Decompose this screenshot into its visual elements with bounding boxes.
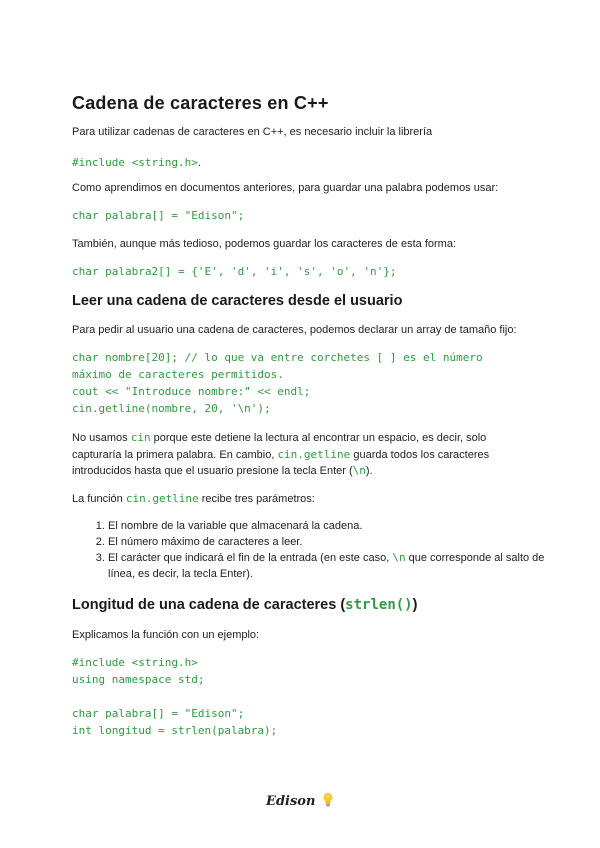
code-cin-getline-2: cin.getline <box>125 492 199 505</box>
list-item-3-code: \n <box>392 551 406 564</box>
learned-paragraph: Como aprendimos en documentos anteriores, para guardar una palabra podemos usar: <box>72 182 499 194</box>
page-title: Cadena de caracteres en C++ <box>72 93 329 113</box>
heading-length-end: ) <box>412 597 418 613</box>
params-list <box>72 519 548 582</box>
code-block-length: #include <string.h> using namespace std; char palabra[] = "Edison"; int longitud = strlen(palabra); <box>72 656 278 737</box>
length-paragraph: Explicamos la función con un ejemplo: <box>72 629 260 641</box>
code-block-chars: char palabra2[] = {'E', 'd', 'i', 's', 'o', 'n'}; <box>72 265 397 278</box>
explain-text-4: ). <box>365 465 373 477</box>
list-item: 1. El nombre de la variable que almacenará la cadena. <box>108 519 548 535</box>
explain-paragraph <box>72 430 522 480</box>
code-block-word: char palabra[] = "Edison"; <box>72 209 245 222</box>
explain-text-3: guarda todos los caracteres introducidos hasta que el usuario presione la tecla Enter ( <box>72 448 490 477</box>
code-block-read: char nombre[20]; // lo que va entre corchetes [ ] es el número máximo de caracteres permitidos. cout << "Introduce nombre:" << endl; cin.getline(nombre, 20, '\n'); <box>72 351 483 415</box>
code-cin: cin <box>130 431 151 444</box>
explain-text-1: No usamos <box>72 432 131 444</box>
heading-length-code: strlen() <box>345 597 413 613</box>
section-heading-read: Leer una cadena de caracteres desde el usuario <box>72 293 403 309</box>
include-period: . <box>197 157 201 169</box>
lightbulb-icon <box>322 792 334 811</box>
list-item-3-text-b: que corresponde al salto de línea, es decir, la tecla Enter). <box>108 552 545 580</box>
also-paragraph: También, aunque más tedioso, podemos guardar los caracteres de esta forma: <box>72 238 456 250</box>
params-paragraph <box>72 491 315 508</box>
intro-paragraph: Para utilizar cadenas de caracteres en C++, es necesario incluir la librería <box>72 126 433 138</box>
code-newline: \n <box>352 464 366 477</box>
list-item <box>108 550 548 582</box>
footer-brand: Edison <box>266 794 316 809</box>
explain-text-2: porque este detiene la lectura al encontrar un espacio, es decir, solo capturaría la primera palabra. En cambio, <box>72 432 487 461</box>
list-item-3-text-a: El carácter que indicará el fin de la entrada (en este caso, <box>108 552 393 564</box>
section-heading-length <box>72 597 417 613</box>
include-code: #include <string.h> <box>72 156 198 169</box>
list-item: 2. El número máximo de caracteres a leer. <box>108 535 548 551</box>
params-text-2: recibe tres parámetros: <box>198 493 315 505</box>
read-paragraph: Para pedir al usuario una cadena de caracteres, podemos declarar un array de tamaño fijo: <box>72 324 517 336</box>
code-cin-getline: cin.getline <box>277 447 351 461</box>
include-line <box>72 153 201 172</box>
params-text-1: La función <box>72 493 126 505</box>
heading-length-text: Longitud de una cadena de caracteres ( <box>72 597 346 613</box>
footer <box>0 792 600 811</box>
